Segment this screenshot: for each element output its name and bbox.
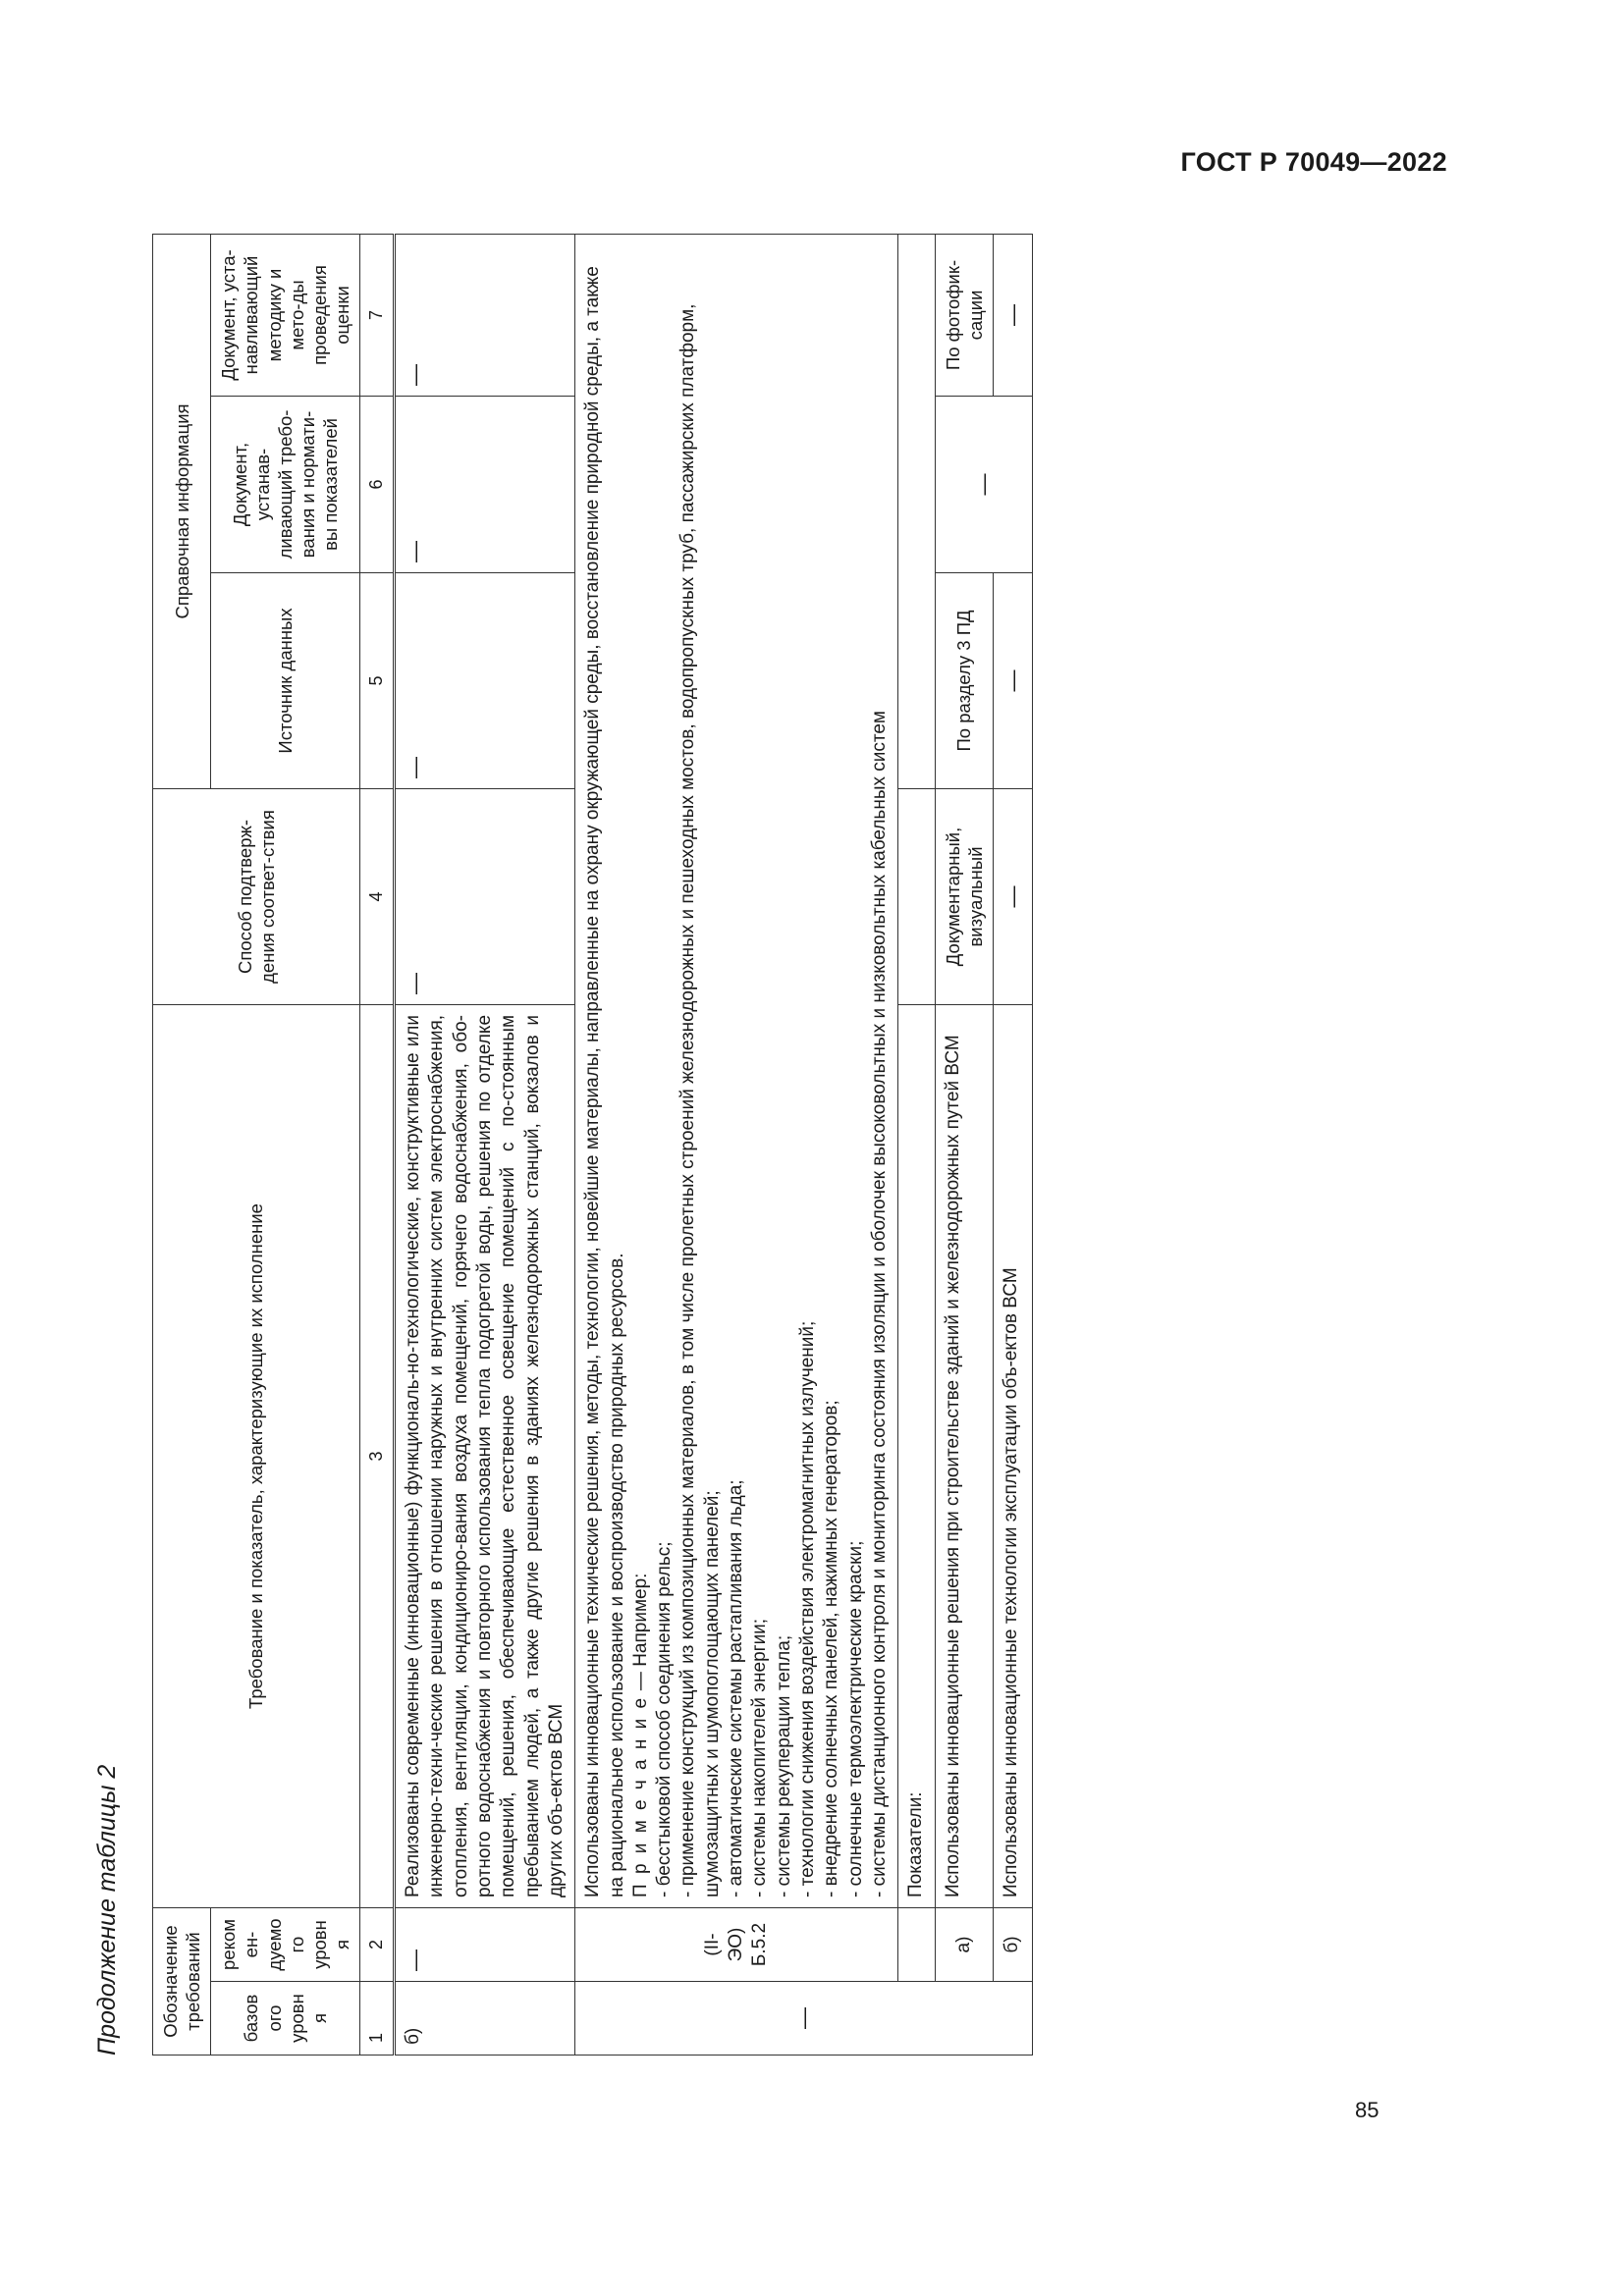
page-number: 85 bbox=[1355, 2098, 1380, 2122]
list-item: - системы рекуперации тепла; bbox=[773, 1634, 794, 1897]
note bbox=[629, 244, 653, 1897]
column-number: 1 bbox=[360, 1982, 395, 2056]
table-row bbox=[395, 234, 575, 2055]
confirmation-method-header: Способ подтверж-дения соответ-ствия bbox=[153, 788, 360, 1004]
innovation-requirement-text bbox=[575, 234, 898, 1907]
list-item: - применение конструкций из композиционных материалов, в том числе пролетных строений железнодорожных и пешеходных мостов, водопропускных труб, пассажирских платформ, шумозащитных и шумопоглощающих панелей; bbox=[677, 303, 723, 1897]
column-number: 5 bbox=[360, 572, 395, 788]
dash-cell: — bbox=[395, 396, 575, 572]
note-rest: — Например: bbox=[629, 1573, 651, 1696]
dash-cell: — bbox=[993, 572, 1033, 788]
data-source: По разделу 3 ПД bbox=[935, 572, 993, 788]
list-item: - внедрение солнечных панелей, нажимных генераторов; bbox=[821, 1400, 842, 1897]
document-number: ГОСТ Р 70049—2022 bbox=[1180, 147, 1447, 177]
empty-cell bbox=[898, 788, 935, 1004]
column-number: 3 bbox=[360, 1004, 395, 1907]
list-item: - автоматические системы растапливания льда; bbox=[726, 1479, 747, 1897]
dash-cell: — bbox=[575, 1982, 1033, 2056]
column-number: 4 bbox=[360, 788, 395, 1004]
table-caption: Продолжение таблицы 2 bbox=[93, 1764, 121, 2056]
list-item: - бесстыковой способ соединения рельс; bbox=[654, 1541, 676, 1897]
requirement-text: Использованы инновационные решения при строительстве зданий и железнодорожных путей ВСМ bbox=[935, 1004, 993, 1907]
list-item: - технологии снижения воздействия электромагнитных излучений; bbox=[797, 1320, 819, 1897]
dash-cell: — bbox=[993, 234, 1033, 396]
dash-cell: — bbox=[993, 788, 1033, 1004]
dash-cell: — bbox=[395, 572, 575, 788]
column-number: 7 bbox=[360, 234, 395, 396]
note-label: П р и м е ч а н и е bbox=[629, 1695, 651, 1897]
row-label: б) bbox=[395, 1982, 575, 2056]
base-level-header: базового уровня bbox=[211, 1982, 360, 2056]
empty-cell bbox=[898, 234, 935, 788]
column-number: 2 bbox=[360, 1907, 395, 1981]
method-document-header: Документ, уста-навливающий методику и мето-ды проведения оценки bbox=[211, 234, 360, 396]
requirements-table bbox=[152, 234, 1033, 2056]
list-item: - системы накопителей энергии; bbox=[749, 1618, 771, 1897]
list-item: - системы дистанционного контроля и мониторинга состояния изоляции и оболочек высоковольтных и низковольтных кабельных систем bbox=[868, 711, 890, 1897]
table-row bbox=[575, 234, 898, 2055]
intro-text: Использованы инновационные технические решения, методы, технологии, новейшие материалы, направленные на охрану окружающей среды, восстановление природной среды, а также на рациональное использование и воспроизводство природных ресурсов. bbox=[582, 266, 627, 1897]
empty-cell bbox=[898, 1907, 935, 1981]
confirmation-method: Документарный, визуальный bbox=[935, 788, 993, 1004]
list-item: - солнечные термоэлектрические краски; bbox=[844, 1540, 866, 1897]
row-label: а) bbox=[935, 1907, 993, 1981]
requirement-code: (II-ЭО) Б.5.2 bbox=[575, 1907, 898, 1981]
requirement-text: Использованы инновационные технологии эксплуатации объ-ектов ВСМ bbox=[993, 1004, 1033, 1907]
requirement-text: Реализованы современные (инновационные) функциональ-но-технологические, конструктивные или инженерно-техни-ческие решения в отношении наружных и внутренних систем электроснабжения, отопления, вентиляции, кондициониро-вания воздуха помещений, горячего водоснабжения, обо-ротного водоснабжения и повторного использования тепла подогретой воды, решения по отделке помещений, решения, обеспечивающие естественное освещение помещений с по-стоянным пребыванием людей, а также другие решения в зданиях железнодорожных станций, вокзалов и других объ-ектов ВСМ bbox=[395, 1004, 575, 1907]
row-label: б) bbox=[993, 1907, 1033, 1981]
requirement-header: Требование и показатель, характеризующие их исполнение bbox=[153, 1004, 360, 1907]
column-number: 6 bbox=[360, 396, 395, 572]
dash-cell: — bbox=[935, 396, 1033, 572]
method-document: По фотофик-сации bbox=[935, 234, 993, 396]
recommended-level-header: рекомен-дуемого уровня bbox=[211, 1907, 360, 1981]
reference-info-header: Справочная информация bbox=[153, 234, 211, 788]
table-row bbox=[898, 234, 935, 2055]
designation-group-header: Обозначение требований bbox=[153, 1907, 211, 2055]
norms-document-header: Документ, устанав-ливающий требо-вания и нормати-вы показателей bbox=[211, 396, 360, 572]
rotated-table-page bbox=[93, 235, 1272, 2056]
dash-cell: — bbox=[395, 1907, 575, 1981]
header-row-1 bbox=[153, 234, 211, 2055]
indicators-label: Показатели: bbox=[898, 1004, 935, 1907]
dash-cell: — bbox=[395, 234, 575, 396]
table-row bbox=[935, 234, 993, 2055]
dash-cell: — bbox=[395, 788, 575, 1004]
data-source-header: Источник данных bbox=[211, 572, 360, 788]
column-number-row bbox=[360, 234, 395, 2055]
